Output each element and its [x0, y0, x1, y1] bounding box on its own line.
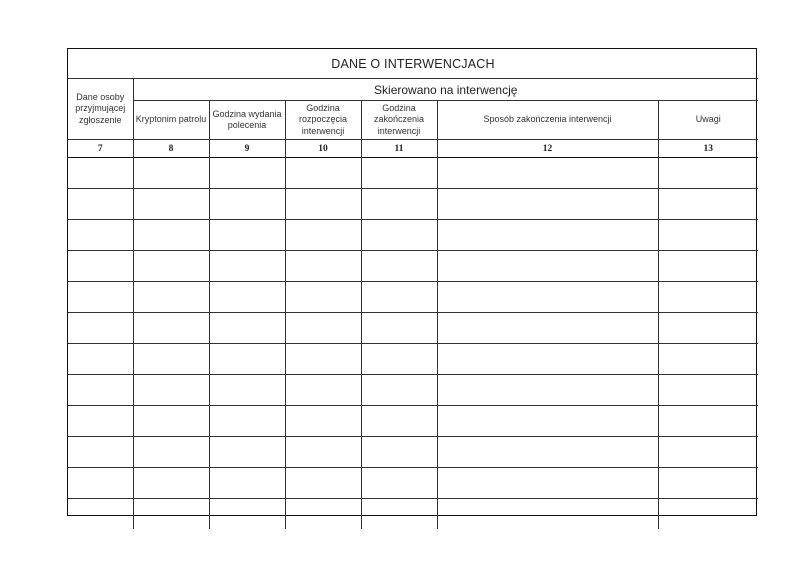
- column-header-end-time: Godzina zakończenia interwencji: [361, 101, 437, 140]
- table-cell[interactable]: [209, 189, 285, 220]
- table-cell[interactable]: [68, 220, 133, 251]
- table-cell[interactable]: [133, 375, 209, 406]
- table-cell[interactable]: [361, 282, 437, 313]
- table-cell[interactable]: [68, 468, 133, 499]
- table-cell[interactable]: [361, 220, 437, 251]
- table-cell[interactable]: [133, 220, 209, 251]
- table-cell[interactable]: [285, 158, 361, 189]
- column-header-order-time: Godzina wydania polecenia: [209, 101, 285, 140]
- column-header-notes: Uwagi: [658, 101, 758, 140]
- table-cell[interactable]: [68, 251, 133, 282]
- table-cell[interactable]: [361, 189, 437, 220]
- table-cell[interactable]: [361, 251, 437, 282]
- column-header-start-time: Godzina rozpoczęcia interwencji: [285, 101, 361, 140]
- group-header-dispatched: Skierowano na interwencję: [133, 79, 758, 101]
- table-row: [68, 344, 758, 375]
- table-cell[interactable]: [68, 437, 133, 468]
- table-cell[interactable]: [209, 375, 285, 406]
- table-cell[interactable]: [68, 344, 133, 375]
- table-row: [68, 406, 758, 437]
- table-cell[interactable]: [285, 189, 361, 220]
- table-cell[interactable]: [285, 468, 361, 499]
- table-cell[interactable]: [437, 375, 658, 406]
- table-row: [68, 220, 758, 251]
- column-header-patrol: Kryptonim patrolu: [133, 101, 209, 140]
- table-cell[interactable]: [285, 437, 361, 468]
- column-number: 10: [285, 140, 361, 158]
- column-header-receiver: Dane osoby przyjmującej zgłoszenie: [68, 79, 133, 140]
- table-cell[interactable]: [133, 437, 209, 468]
- table-cell[interactable]: [285, 220, 361, 251]
- column-number: 13: [658, 140, 758, 158]
- table-cell[interactable]: [658, 375, 758, 406]
- table-cell[interactable]: [68, 313, 133, 344]
- table-cell[interactable]: [68, 499, 133, 530]
- table-cell[interactable]: [209, 499, 285, 530]
- table-cell[interactable]: [285, 375, 361, 406]
- table-cell[interactable]: [285, 499, 361, 530]
- table-cell[interactable]: [209, 344, 285, 375]
- table-cell[interactable]: [658, 158, 758, 189]
- table-cell[interactable]: [658, 468, 758, 499]
- table-cell[interactable]: [209, 251, 285, 282]
- table-cell[interactable]: [361, 344, 437, 375]
- table-cell[interactable]: [658, 189, 758, 220]
- table-cell[interactable]: [133, 251, 209, 282]
- table-cell[interactable]: [133, 189, 209, 220]
- table-cell[interactable]: [658, 406, 758, 437]
- table-cell[interactable]: [361, 375, 437, 406]
- intervention-form: [67, 48, 757, 516]
- table-cell[interactable]: [209, 468, 285, 499]
- table-cell[interactable]: [209, 437, 285, 468]
- table-cell[interactable]: [658, 220, 758, 251]
- table-cell[interactable]: [437, 344, 658, 375]
- table-cell[interactable]: [133, 468, 209, 499]
- table-cell[interactable]: [361, 468, 437, 499]
- table-cell[interactable]: [133, 313, 209, 344]
- table-cell[interactable]: [437, 282, 658, 313]
- table-cell[interactable]: [209, 406, 285, 437]
- table-cell[interactable]: [209, 220, 285, 251]
- table-row: [68, 375, 758, 406]
- table-cell[interactable]: [133, 282, 209, 313]
- column-number-row: [68, 140, 758, 158]
- table-cell[interactable]: [68, 406, 133, 437]
- table-cell[interactable]: [658, 499, 758, 530]
- table-row: [68, 499, 758, 530]
- table-row: [68, 437, 758, 468]
- table-cell[interactable]: [68, 189, 133, 220]
- table-cell[interactable]: [209, 313, 285, 344]
- table-cell[interactable]: [658, 313, 758, 344]
- table-cell[interactable]: [437, 251, 658, 282]
- table-cell[interactable]: [658, 251, 758, 282]
- table-cell[interactable]: [437, 437, 658, 468]
- table-cell[interactable]: [68, 282, 133, 313]
- table-row: [68, 189, 758, 220]
- table-row: [68, 282, 758, 313]
- table-cell[interactable]: [361, 499, 437, 530]
- table-cell[interactable]: [285, 251, 361, 282]
- table-cell[interactable]: [133, 406, 209, 437]
- table-cell[interactable]: [437, 468, 658, 499]
- table-cell[interactable]: [437, 406, 658, 437]
- table-cell[interactable]: [437, 499, 658, 530]
- table-cell[interactable]: [658, 344, 758, 375]
- table-row: [68, 251, 758, 282]
- column-number: 8: [133, 140, 209, 158]
- column-number: 9: [209, 140, 285, 158]
- table-cell[interactable]: [437, 189, 658, 220]
- table-cell[interactable]: [361, 406, 437, 437]
- table-cell[interactable]: [209, 158, 285, 189]
- table-cell[interactable]: [133, 499, 209, 530]
- table-cell[interactable]: [361, 437, 437, 468]
- table-row: [68, 158, 758, 189]
- table-cell[interactable]: [361, 158, 437, 189]
- table-cell[interactable]: [285, 282, 361, 313]
- column-number: 11: [361, 140, 437, 158]
- table-cell[interactable]: [68, 375, 133, 406]
- column-number: 7: [68, 140, 133, 158]
- column-header-outcome: Sposób zakończenia interwencji: [437, 101, 658, 140]
- table-cell[interactable]: [361, 313, 437, 344]
- table-cell[interactable]: [285, 406, 361, 437]
- table-cell[interactable]: [68, 158, 133, 189]
- table-cell[interactable]: [133, 344, 209, 375]
- form-title: DANE O INTERWENCJACH: [68, 49, 758, 79]
- column-number: 12: [437, 140, 658, 158]
- table-row: [68, 468, 758, 499]
- table-cell[interactable]: [658, 437, 758, 468]
- table-cell[interactable]: [437, 158, 658, 189]
- table-cell[interactable]: [285, 313, 361, 344]
- table-row: [68, 313, 758, 344]
- table-cell[interactable]: [209, 282, 285, 313]
- table-cell[interactable]: [285, 344, 361, 375]
- table-cell[interactable]: [658, 282, 758, 313]
- table-cell[interactable]: [437, 313, 658, 344]
- table-cell[interactable]: [133, 158, 209, 189]
- table-cell[interactable]: [437, 220, 658, 251]
- intervention-table: [68, 49, 758, 529]
